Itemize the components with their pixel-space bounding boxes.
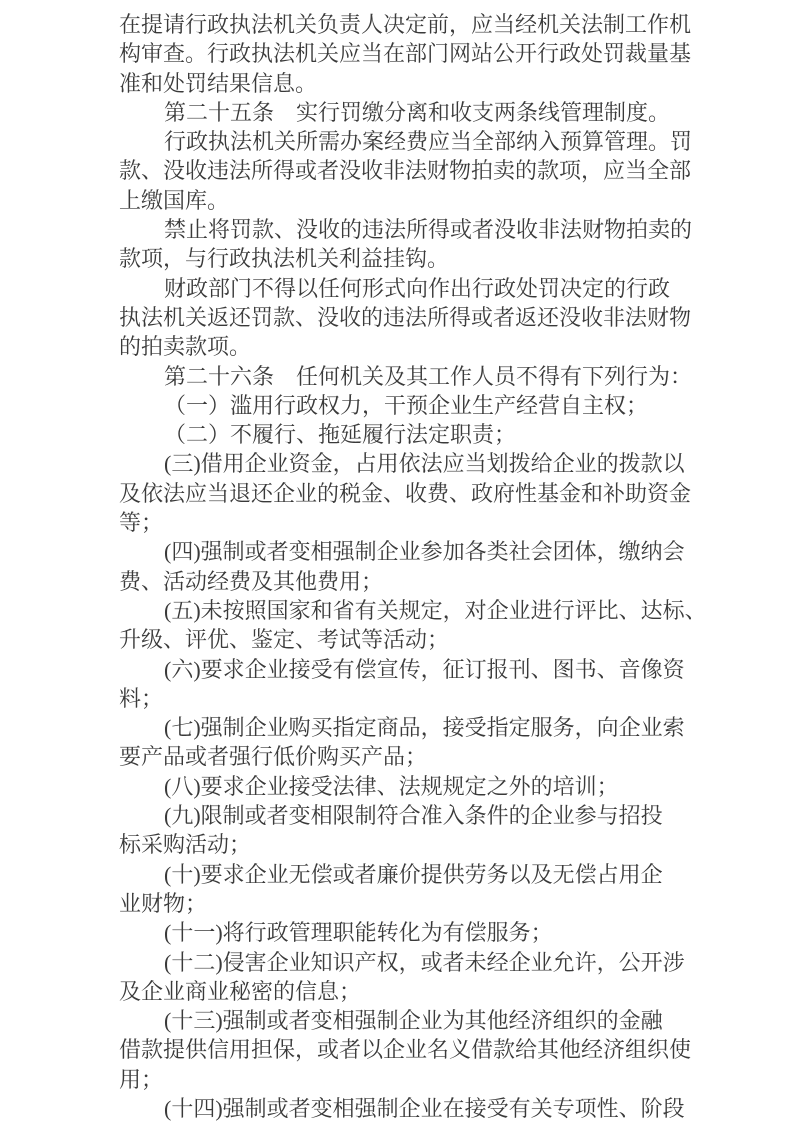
text-line: 升级、评优、鉴定、考试等活动； — [119, 627, 450, 653]
text-line: (八)要求企业接受法律、法规规定之外的培训； — [164, 773, 619, 799]
text-line: （二）不履行、拖延履行法定职责； — [164, 422, 517, 448]
text-line: 款项，与行政执法机关利益挂钩。 — [119, 246, 450, 272]
text-line: 执法机关返还罚款、没收的违法所得或者返还没收非法财物 — [119, 304, 692, 330]
text-line: 及依法应当退还企业的税金、收费、政府性基金和补助资金 — [119, 480, 692, 506]
text-line: 要产品或者强行低价购买产品； — [119, 744, 428, 770]
text-line: (五)未按照国家和省有关规定，对企业进行评比、达标、 — [164, 597, 707, 623]
text-line: (十)要求企业无偿或者廉价提供劳务以及无偿占用企 — [164, 861, 663, 887]
text-line: 费、活动经费及其他费用； — [119, 568, 384, 594]
text-line: 业财物； — [119, 890, 208, 916]
text-line: （一）滥用行政权力，干预企业生产经营自主权； — [164, 392, 649, 418]
text-line: (六)要求企业接受有偿宣传，征订报刊、图书、音像资 — [164, 656, 685, 682]
text-line: 等； — [119, 510, 164, 536]
text-line: (十二)侵害企业知识产权，或者未经企业允许，公开涉 — [164, 949, 685, 975]
text-line: (十四)强制或者变相强制企业在接受有关专项性、阶段 — [164, 1095, 685, 1121]
text-line: 财政部门不得以任何形式向作出行政处罚决定的行政 — [164, 275, 671, 301]
text-line: 第二十六条 任何机关及其工作人员不得有下列行为： — [164, 363, 693, 389]
text-line: 行政执法机关所需办案经费应当全部纳入预算管理。罚 — [164, 129, 693, 155]
text-line: 的拍卖款项。 — [119, 334, 252, 360]
text-line: (十一)将行政管理职能转化为有偿服务； — [164, 920, 553, 946]
text-line: 用； — [119, 1066, 164, 1092]
text-line: (四)强制或者变相强制企业参加各类社会团体，缴纳会 — [164, 539, 685, 565]
text-line: (九)限制或者变相限制符合准入条件的企业参与招投 — [164, 803, 663, 829]
text-line: 第二十五条 实行罚缴分离和收支两条线管理制度。 — [164, 99, 671, 125]
text-line: 款、没收违法所得或者没收非法财物拍卖的款项，应当全部 — [119, 158, 692, 184]
text-line: 在提请行政执法机关负责人决定前，应当经机关法制工作机 — [119, 12, 692, 37]
text-line: 上缴国库。 — [119, 187, 230, 213]
document-text-block — [119, 10, 705, 1123]
text-line: 标采购活动； — [119, 832, 252, 858]
text-line: 禁止将罚款、没收的违法所得或者没收非法财物拍卖的 — [164, 217, 693, 243]
text-line: 料； — [119, 685, 164, 711]
text-line: (七)强制企业购买指定商品，接受指定服务，向企业索 — [164, 715, 685, 741]
text-line: (三)借用企业资金，占用依法应当划拨给企业的拨款以 — [164, 451, 685, 477]
text-line: 构审查。行政执法机关应当在部门网站公开行政处罚裁量基 — [119, 41, 692, 67]
text-line: 及企业商业秘密的信息； — [119, 978, 362, 1004]
text-line: 准和处罚结果信息。 — [119, 70, 318, 96]
text-line: (十三)强制或者变相强制企业为其他经济组织的金融 — [164, 1008, 663, 1034]
text-line: 借款提供信用担保，或者以企业名义借款给其他经济组织使 — [119, 1037, 692, 1063]
